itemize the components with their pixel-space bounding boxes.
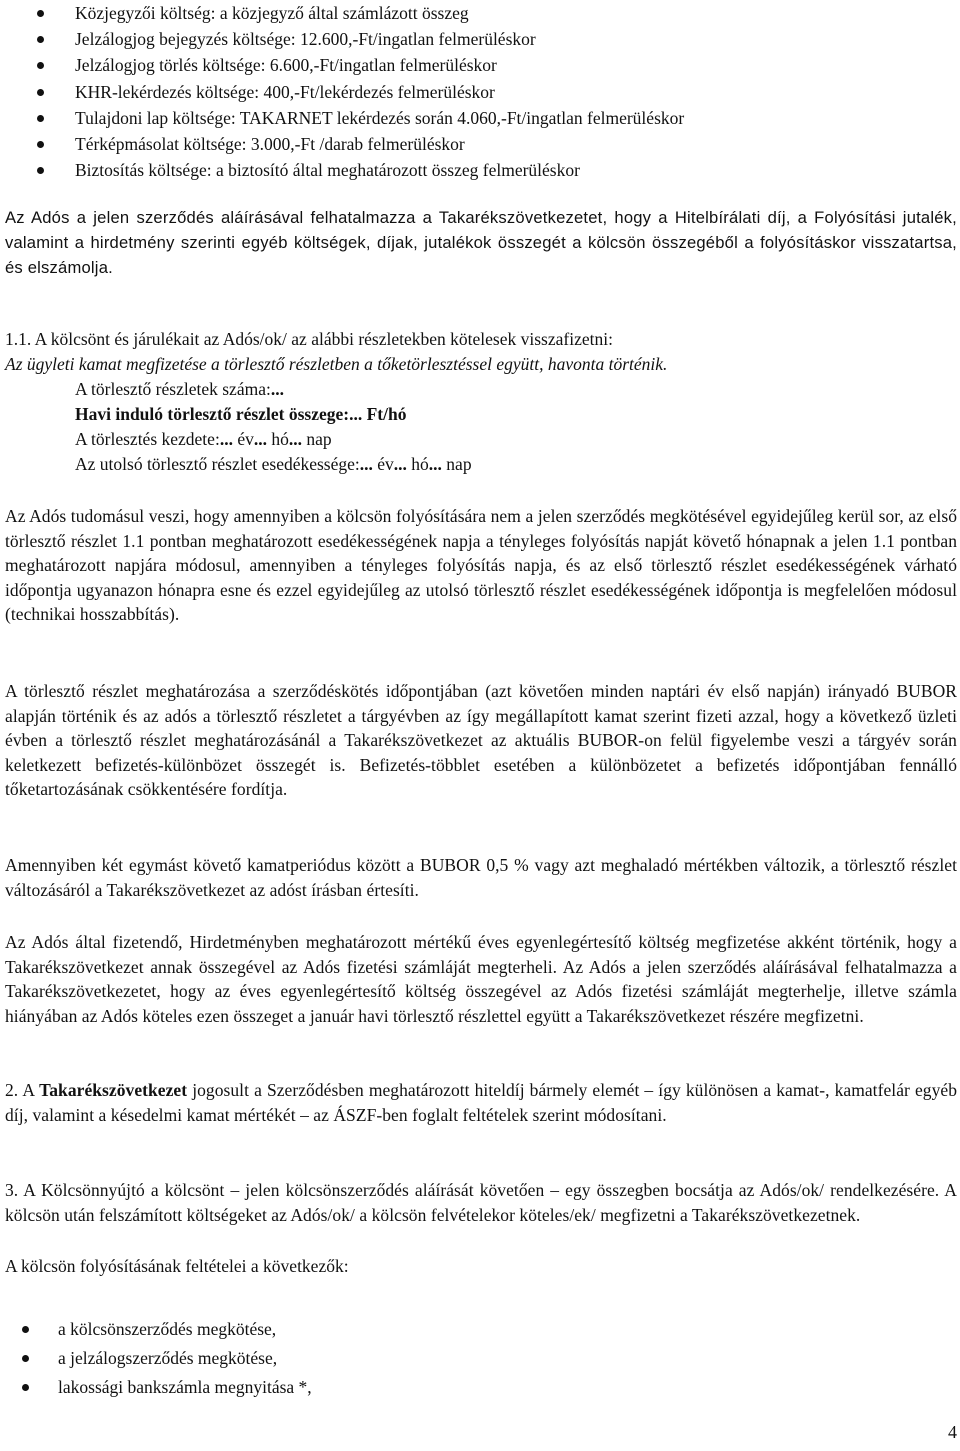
bullet-icon bbox=[37, 36, 44, 43]
rate-change-paragraph: Amennyiben két egymást követő kamatperiódus között a BUBOR 0,5 % vagy azt meghaladó mértékben változik, a törlesztő részlet változásáról a Takarékszövetkezet az adóst írásban értesíti. bbox=[5, 855, 957, 900]
bullet-icon bbox=[22, 1355, 29, 1362]
condition-item: lakossági bankszámla megnyitása *, bbox=[0, 1373, 960, 1402]
conditions-list bbox=[0, 1315, 960, 1402]
conditions-intro: A kölcsön folyósításának feltételei a következők: bbox=[5, 1256, 349, 1276]
fee-item: Jelzálogjog törlés költsége: 6.600,-Ft/ingatlan felmerüléskor bbox=[0, 52, 960, 78]
fee-item: KHR-lekérdezés költsége: 400,-Ft/lekérdezés felmerüléskor bbox=[0, 79, 960, 105]
disbursement-paragraph: Az Adós tudomásul veszi, hogy amennyiben a kölcsön folyósítására nem a jelen szerződés megkötésével egyidejűleg kerül sor, az első törlesztő részlet 1.1 pontban meghatározott esedékességének napja a tényleges folyósítás napját követő hónapnak a jelen 1.1 pontban meghatározott napjára módosul, amennyiben a tényleges folyósítás napja, és az első törlesztő részlet esedékességének várható időpontja ugyanazon hónapra esne és ezzel egyidejűleg az utolsó törlesztő részlet esedékességének időpontja is megfelelően módosul (technikai hosszabbítás). bbox=[5, 506, 957, 625]
section-2-paragraph: 2. A Takarékszövetkezet jogosult a Szerződésben meghatározott hiteldíj bármely elemét – így különösen a kamat-, kamatfelár egyéb díj, valamint a késedelmi kamat mértékét – az ÁSZF-ben foglalt feltételek szerint módosítani. bbox=[5, 1080, 957, 1125]
condition-item: a jelzálogszerződés megkötése, bbox=[0, 1344, 960, 1373]
interest-payment-note: Az ügyleti kamat megfizetése a törlesztő részletben a tőketörlesztéssel együtt, havonta történik. bbox=[5, 354, 668, 374]
bullet-icon bbox=[37, 10, 44, 17]
bullet-icon bbox=[37, 115, 44, 122]
page-number: 4 bbox=[948, 1422, 957, 1442]
annual-cost-paragraph: Az Adós által fizetendő, Hirdetményben meghatározott mértékű éves egyenlegértesítő költség megfizetése akként történik, hogy a Takarékszövetkezet annak összegével az Adós fizetési számláját megterheli. Az Adós a jelen szerződés aláírásával felhatalmazza a Takarékszövetkezetet, hogy az éves egyenlegértesítő költség összegével az Adós fizetési számláját megterhelje, illetve számla hiányában az Adós köteles ezen összeget a január havi törlesztő részlettel együtt a Takarékszövetkezet részére megfizetni. bbox=[5, 932, 957, 1026]
repayment-start-line: A törlesztés kezdete:... év... hó... nap bbox=[75, 429, 332, 449]
bullet-icon bbox=[37, 141, 44, 148]
fee-item: Tulajdoni lap költsége: TAKARNET lekérdezés során 4.060,-Ft/ingatlan felmerüléskor bbox=[0, 105, 960, 131]
monthly-installment-line: Havi induló törlesztő részlet összege:... Ft/hó bbox=[75, 404, 407, 424]
bullet-icon bbox=[37, 167, 44, 174]
section-3-paragraph: 3. A Kölcsönnyújtó a kölcsönt – jelen kölcsönszerződés aláírását követően – egy összegben bocsátja az Adós/ok/ rendelkezésére. A kölcsön után felszámított költségeket az Adós/ok/ a kölcsön felvételekor köteles/ek/ megfizetni a Takarékszövetkezetnek. bbox=[5, 1180, 957, 1225]
fee-item: Közjegyzői költség: a közjegyző által számlázott összeg bbox=[0, 0, 960, 26]
bullet-icon bbox=[37, 62, 44, 69]
fee-list bbox=[0, 0, 960, 183]
section-1-1-heading: 1.1. A kölcsönt és járulékait az Adós/ok/ az alábbi részletekben kötelesek visszafizetni: bbox=[5, 329, 613, 349]
fee-item: Jelzálogjog bejegyzés költsége: 12.600,-Ft/ingatlan felmerüléskor bbox=[0, 26, 960, 52]
fee-item: Biztosítás költsége: a biztosító által meghatározott összeg felmerüléskor bbox=[0, 157, 960, 183]
installment-count-line: A törlesztő részletek száma:... bbox=[75, 379, 284, 399]
last-installment-line: Az utolsó törlesztő részlet esedékessége:... év... hó... nap bbox=[75, 454, 472, 474]
bullet-icon bbox=[37, 89, 44, 96]
bubor-paragraph: A törlesztő részlet meghatározása a szerződéskötés időpontjában (azt követően minden naptári év első napján) irányadó BUBOR alapján történik és az adós a törlesztő részletet a tárgyévben az így megállapított kamat szerint fizeti azzal, hogy a következő üzleti évben a törlesztő részlet meghatározásánál a Takarékszövetkezet az aktuális BUBOR-on felül figyelembe veszi a tárgyév során keletkezett befizetés-különbözet összegét is. Befizetés-többlet esetében a különbözetet a befizetés időpontjában fennálló tőketartozásának csökkentésére fordítja. bbox=[5, 681, 957, 800]
authorization-paragraph: Az Adós a jelen szerződés aláírásával felhatalmazza a Takarékszövetkezetet, hogy a Hitelbírálati díj, a Folyósítási jutalék, valamint a hirdetmény szerinti egyéb költségek, díjak, jutalékok összegét a kölcsön összegéből a folyósításkor visszatartsa, és elszámolja. bbox=[5, 208, 957, 277]
condition-item: a kölcsönszerződés megkötése, bbox=[0, 1315, 960, 1344]
bullet-icon bbox=[22, 1326, 29, 1333]
fee-item: Térképmásolat költsége: 3.000,-Ft /darab felmerüléskor bbox=[0, 131, 960, 157]
bullet-icon bbox=[22, 1384, 29, 1391]
